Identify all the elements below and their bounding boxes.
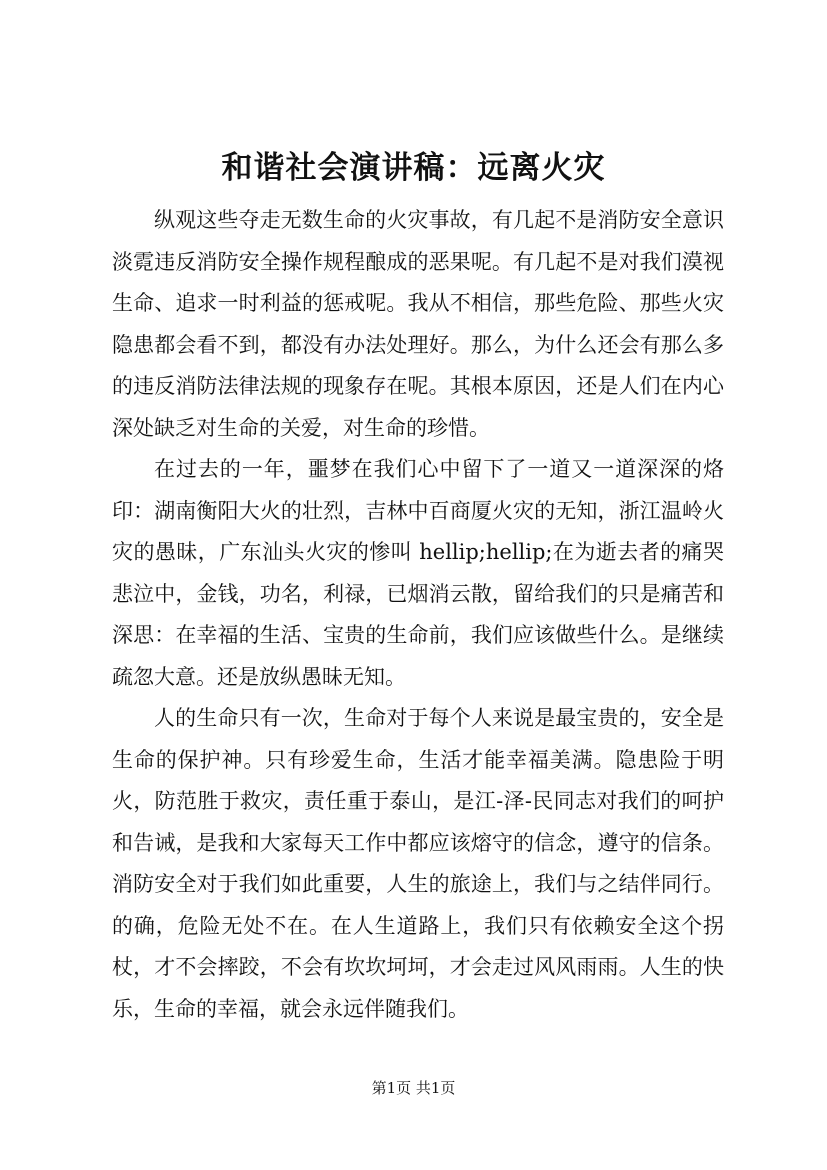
paragraph-3: 人的生命只有一次，生命对于每个人来说是最宝贵的，安全是生命的保护神。只有珍爱生命，生活才能幸福美满。隐患险于明火，防范胜于救灾，责任重于泰山，是江-泽-民同志对我们的呵护和告诫，是我和大家每天工作中都应该熔守的信念，遵守的信条。消防安全对于我们如此重要，人生的旅途上，我们与之结伴同行。的确，危险无处不在。在人生道路上，我们只有依赖安全这个拐杖，才不会摔跤，不会有坎坎坷坷，才会走过风风雨雨。人生的快乐，生命的幸福，就会永远伴随我们。 [112, 706, 724, 1021]
document-body [112, 200, 724, 1030]
paragraph-1: 纵观这些夺走无数生命的火灾事故，有几起不是消防安全意识淡霓违反消防安全操作规程酿成的恶果呢。有几起不是对我们漠视生命、追求一时利益的惩戒呢。我从不相信，那些危险、那些火灾隐患都会看不到，都没有办法处理好。那么，为什么还会有那么多的违反消防法律法规的现象存在呢。其根本原因，还是人们在内心深处缺乏对生命的关爱，对生命的珍惜。 [112, 208, 724, 440]
paragraph-2: 在过去的一年，噩梦在我们心中留下了一道又一道深深的烙印：湖南衡阳大火的壮烈，吉林中百商厦火灾的无知，浙江温岭火灾的愚昧，广东汕头火灾的惨叫 hellip;hellip;在为逝去者的痛哭悲泣中，金钱，功名，利禄，已烟消云散，留给我们的只是痛苦和深思：在幸福的生活、宝贵的生命前，我们应该做些什么。是继续疏忽大意。还是放纵愚昧无知。 [112, 457, 724, 689]
page-number-footer: 第1页 共1页 [371, 1079, 456, 1097]
document-title: 和谐社会演讲稿：远离火灾 [221, 150, 606, 186]
